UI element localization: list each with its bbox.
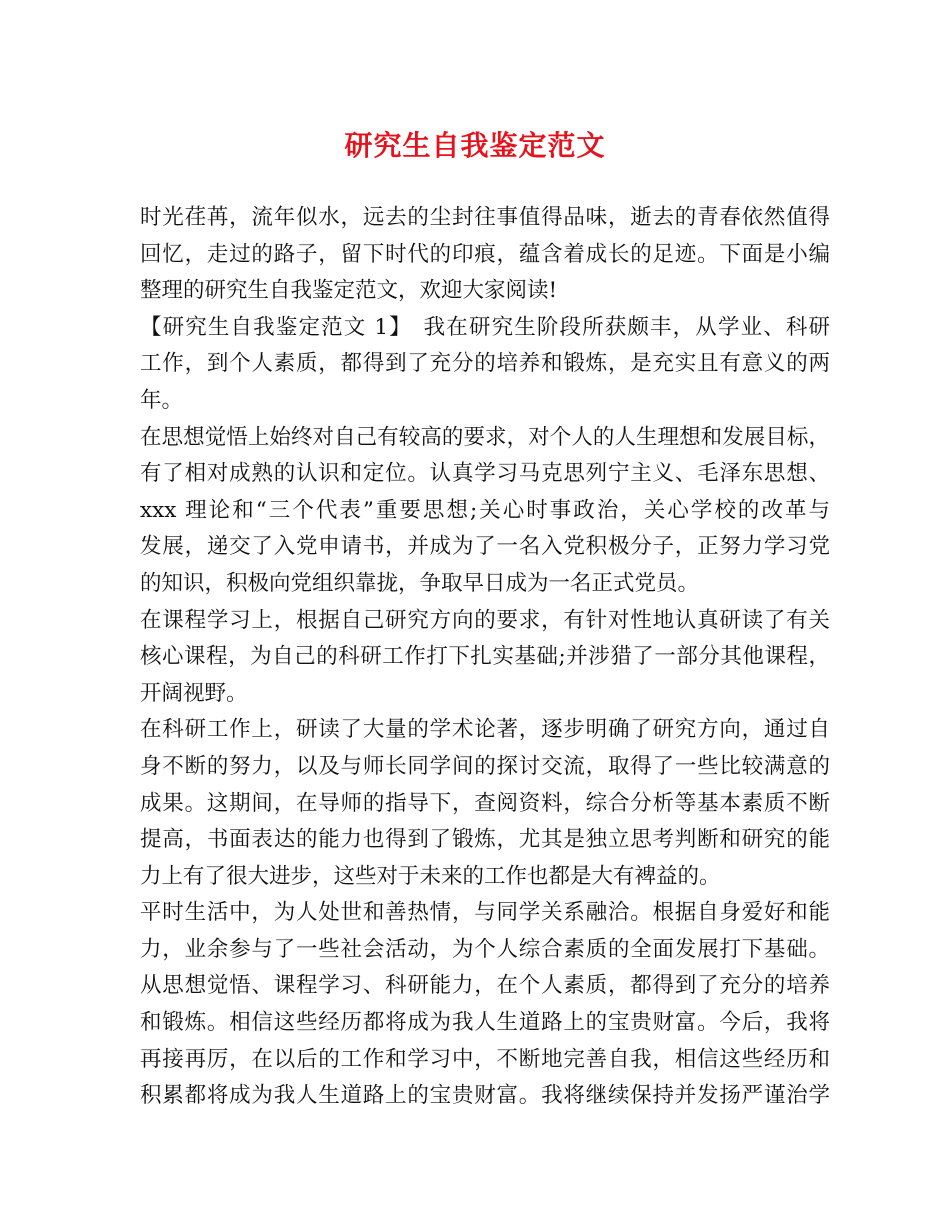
text-line: 提高，书面表达的能力也得到了锻炼，尤其是独立思考判断和研究的能 [140, 827, 830, 853]
text-line: 核心课程，为自己的科研工作打下扎实基础;并涉猎了一部分其他课程， [140, 644, 830, 670]
text-line: 平时生活中，为人处世和善热情，与同学关系融洽。根据自身爱好和能 [140, 900, 830, 926]
text-line: 在科研工作上，研读了大量的学术论著，逐步明确了研究方向，通过自 [140, 717, 830, 743]
text-line: 在课程学习上，根据自己研究方向的要求，有针对性地认真研读了有关 [140, 607, 830, 633]
text-line: 再接再厉，在以后的工作和学习中，不断地完善自我，相信这些经历和 [140, 1046, 830, 1072]
text-line: 开阔视野。 [140, 680, 248, 706]
text-line: 年。 [140, 387, 184, 413]
text-line: 的知识，积极向党组织靠拢，争取早日成为一名正式党员。 [140, 570, 700, 596]
text-line: 时光荏苒，流年似水，远去的尘封往事值得品味，逝去的青春依然值得 [140, 205, 830, 230]
text-line: 在思想觉悟上始终对自己有较高的要求，对个人的人生理想和发展目标， [140, 424, 830, 450]
text-line: 从思想觉悟、课程学习、科研能力，在个人素质，都得到了充分的培养 [140, 973, 830, 999]
text-line: 发展，递交了入党申请书，并成为了一名入党积极分子，正努力学习党 [140, 534, 830, 560]
text-line: 和锻炼。相信这些经历都将成为我人生道路上的宝贵财富。今后，我将 [140, 1010, 830, 1036]
text-line: 身不断的努力，以及与师长同学间的探讨交流，取得了一些比较满意的 [140, 753, 830, 779]
page-title: 研究生自我鉴定范文 [344, 129, 606, 162]
text-line: 力，业余参与了一些社会活动，为个人综合素质的全面发展打下基础。 [140, 936, 830, 962]
document-body [140, 200, 830, 1115]
text-line: 【研究生自我鉴定范文 1】 我在研究生阶段所获颇丰，从学业、科研 [140, 314, 830, 340]
text-line: 工作，到个人素质，都得到了充分的培养和锻炼，是充实且有意义的两 [140, 351, 830, 377]
text-line: 整理的研究生自我鉴定范文，欢迎大家阅读! [140, 278, 558, 304]
text-line: 回忆，走过的路子，留下时代的印痕，蕴含着成长的足迹。下面是小编 [140, 241, 830, 267]
text-line: 成果。这期间，在导师的指导下，查阅资料，综合分析等基本素质不断 [140, 790, 830, 816]
text-line: 力上有了很大进步，这些对于未来的工作也都是大有裨益的。 [140, 863, 721, 889]
text-line: xxx 理论和“三个代表”重要思想;关心时事政治，关心学校的改革与 [140, 497, 830, 523]
text-line: 积累都将成为我人生道路上的宝贵财富。我将继续保持并发扬严谨治学 [140, 1083, 830, 1109]
text-line: 有了相对成熟的认识和定位。认真学习马克思列宁主义、毛泽东思想、 [140, 461, 830, 487]
